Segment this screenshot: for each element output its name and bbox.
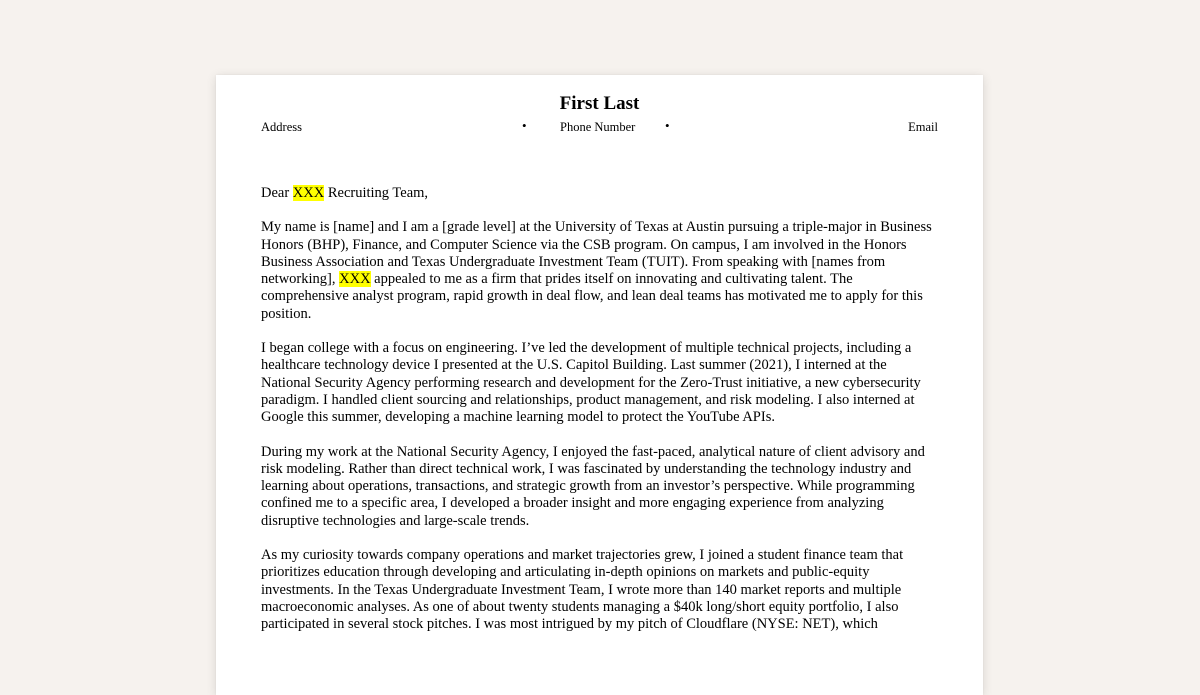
paragraph-experience: I began college with a focus on engineering. I’ve led the development of multiple technical projects, including a healthcare technology device I presented at the U.S. Capitol Building. Last summer (2021), I interned at the National Security Agency performing research and development for the Zero-Trust initiative, a new cybersecurity paradigm. I handled client sourcing and relationships, product management, and risk modeling. I also interned at Google this summer, developing a machine learning model to protect the YouTube APIs. bbox=[261, 340, 921, 426]
salutation-prefix: Dear bbox=[261, 185, 293, 201]
document-page bbox=[216, 75, 983, 695]
paragraph-introduction bbox=[261, 219, 938, 323]
letter-body bbox=[261, 185, 938, 651]
salutation bbox=[261, 185, 938, 202]
highlighted-placeholder: XXX bbox=[339, 271, 371, 288]
applicant-name: First Last bbox=[559, 93, 640, 114]
contact-separator: • bbox=[522, 118, 527, 133]
contact-phone: Phone Number bbox=[560, 120, 636, 134]
contact-address: Address bbox=[261, 120, 302, 134]
highlighted-placeholder: XXX bbox=[292, 185, 325, 201]
salutation-suffix: Recruiting Team, bbox=[324, 185, 429, 201]
paragraph-finance: As my curiosity towards company operations and market trajectories grew, I joined a student finance team that prioritizes education through developing and articulating in-depth opinions on markets and public-equity investments. In the Texas Undergraduate Investment Team, I wrote more than 140 market reports and multiple macroeconomic analyses. As one of about twenty students managing a $40k long/short equity portfolio, I also participated in several stock pitches. I was most intrigued by my pitch of Cloudflare (NYSE: NET), which bbox=[261, 547, 904, 633]
paragraph-text: appealed to me as a firm that prides itself on innovating and cultivating talent. The comprehensive analyst program, rapid growth in deal flow, and lean deal teams has motivated me to apply for this position. bbox=[261, 271, 923, 322]
contact-email: Email bbox=[908, 120, 938, 134]
paragraph-interest: During my work at the National Security Agency, I enjoyed the fast-paced, analytical nature of client advisory and risk modeling. Rather than direct technical work, I was fascinated by understanding the technology industry and learning about operations, transactions, and strategic growth from an investor’s perspective. While programming confined me to a specific area, I developed a broader insight and more engaging experience from analyzing disruptive technologies and large-scale trends. bbox=[261, 443, 925, 529]
contact-line bbox=[261, 119, 938, 135]
contact-separator: • bbox=[665, 118, 670, 133]
paragraph-text: My name is [name] and I am a [grade level] at the University of Texas at Austin pursuing a triple-major in Business Honors (BHP), Finance, and Computer Science via the CSB program. On campus, I am involved in the Honors Business Association and Texas Undergraduate Investment Team (TUIT). From speaking with [names from networking], bbox=[261, 219, 932, 288]
